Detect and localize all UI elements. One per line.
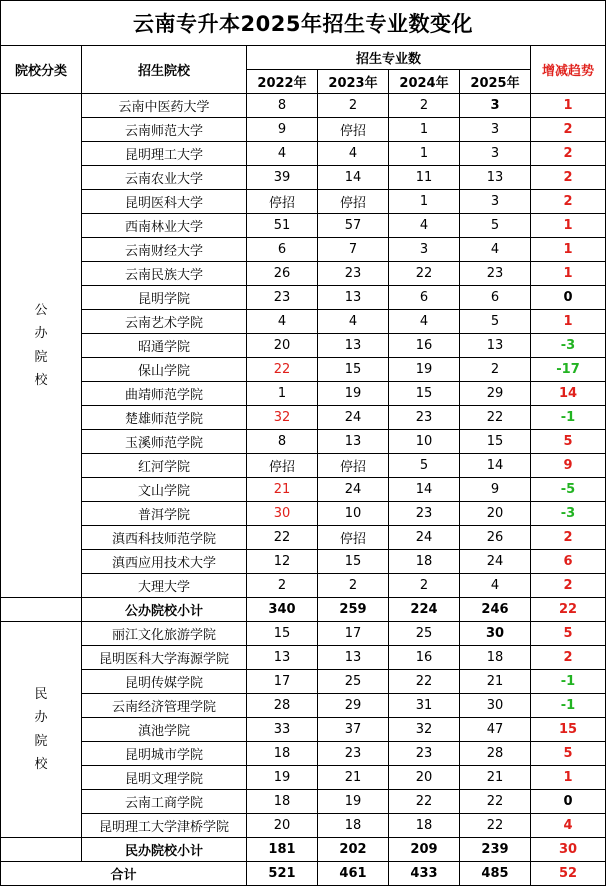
header-school: 招生院校	[82, 46, 247, 94]
year-value: 22	[247, 358, 318, 382]
year-value: 13	[318, 334, 389, 358]
year-value: 22	[460, 406, 531, 430]
category-char: 办	[34, 710, 48, 725]
year-value: 24	[389, 526, 460, 550]
year-value: 停招	[247, 454, 318, 478]
year-value: 8	[247, 430, 318, 454]
school-name: 云南民族大学	[82, 262, 247, 286]
year-value: 22	[247, 526, 318, 550]
year-value: 15	[460, 430, 531, 454]
year-value: 4	[460, 574, 531, 598]
year-value: 22	[389, 670, 460, 694]
year-value: 12	[247, 550, 318, 574]
school-name: 普洱学院	[82, 502, 247, 526]
school-name: 保山学院	[82, 358, 247, 382]
category-char: 院	[34, 733, 48, 749]
subtotal-value: 340	[247, 598, 318, 622]
category-char: 院	[34, 349, 48, 365]
change-value: 9	[531, 454, 606, 478]
year-value: 47	[460, 718, 531, 742]
year-value: 31	[389, 694, 460, 718]
year-value: 14	[389, 478, 460, 502]
year-value: 9	[247, 118, 318, 142]
year-value: 21	[247, 478, 318, 502]
year-value: 13	[460, 166, 531, 190]
year-value: 57	[318, 214, 389, 238]
school-name: 云南工商学院	[82, 790, 247, 814]
change-value: 15	[531, 718, 606, 742]
year-value: 20	[247, 814, 318, 838]
subtotal-value: 224	[389, 598, 460, 622]
school-name: 云南财经大学	[82, 238, 247, 262]
year-value: 4	[318, 310, 389, 334]
year-value: 51	[247, 214, 318, 238]
school-name: 大理大学	[82, 574, 247, 598]
year-value: 6	[389, 286, 460, 310]
header-year: 2022年	[247, 70, 318, 94]
school-name: 云南农业大学	[82, 166, 247, 190]
year-value: 5	[460, 214, 531, 238]
year-value: 20	[389, 766, 460, 790]
year-value: 停招	[318, 118, 389, 142]
school-name: 西南林业大学	[82, 214, 247, 238]
school-name: 滇西应用技术大学	[82, 550, 247, 574]
subtotal-value: 239	[460, 838, 531, 862]
school-name: 昆明文理学院	[82, 766, 247, 790]
year-value: 19	[318, 382, 389, 406]
subtotal-label: 公办院校小计	[82, 598, 247, 622]
year-value: 24	[318, 478, 389, 502]
year-value: 2	[318, 94, 389, 118]
school-name: 昆明学院	[82, 286, 247, 310]
year-value: 14	[460, 454, 531, 478]
change-value: -1	[531, 694, 606, 718]
year-value: 停招	[318, 454, 389, 478]
year-value: 3	[460, 190, 531, 214]
subtotal-value: 202	[318, 838, 389, 862]
year-value: 16	[389, 334, 460, 358]
school-name: 云南中医药大学	[82, 94, 247, 118]
year-value: 29	[318, 694, 389, 718]
change-value: 2	[531, 190, 606, 214]
school-name: 楚雄师范学院	[82, 406, 247, 430]
category-label	[0, 94, 82, 598]
change-value: 0	[531, 286, 606, 310]
change-value: 1	[531, 214, 606, 238]
category-char: 办	[34, 326, 48, 341]
change-value: 5	[531, 430, 606, 454]
year-value: 14	[318, 166, 389, 190]
change-value: -3	[531, 502, 606, 526]
change-value: 0	[531, 790, 606, 814]
year-value: 30	[247, 502, 318, 526]
school-name: 昆明城市学院	[82, 742, 247, 766]
year-value: 10	[318, 502, 389, 526]
year-value: 23	[389, 742, 460, 766]
year-value: 1	[389, 142, 460, 166]
change-value: 6	[531, 550, 606, 574]
year-value: 停招	[318, 526, 389, 550]
year-value: 30	[460, 694, 531, 718]
year-value: 30	[460, 622, 531, 646]
year-value: 23	[389, 502, 460, 526]
change-value: -17	[531, 358, 606, 382]
year-value: 20	[247, 334, 318, 358]
change-value: 2	[531, 142, 606, 166]
year-value: 28	[247, 694, 318, 718]
total-label: 合计	[0, 862, 247, 886]
year-value: 4	[389, 214, 460, 238]
year-value: 19	[318, 790, 389, 814]
header-year: 2023年	[318, 70, 389, 94]
year-value: 5	[389, 454, 460, 478]
year-value: 26	[247, 262, 318, 286]
year-value: 13	[318, 286, 389, 310]
school-name: 昆明医科大学海源学院	[82, 646, 247, 670]
year-value: 16	[389, 646, 460, 670]
year-value: 3	[460, 142, 531, 166]
year-value: 15	[389, 382, 460, 406]
change-value: -1	[531, 670, 606, 694]
year-value: 25	[318, 670, 389, 694]
year-value: 2	[247, 574, 318, 598]
total-value: 461	[318, 862, 389, 886]
school-name: 昭通学院	[82, 334, 247, 358]
school-name: 云南师范大学	[82, 118, 247, 142]
year-value: 10	[389, 430, 460, 454]
category-char: 校	[34, 373, 48, 388]
year-value: 23	[318, 742, 389, 766]
change-value: 2	[531, 166, 606, 190]
year-value: 17	[247, 670, 318, 694]
change-value: 1	[531, 238, 606, 262]
subtotal-value: 259	[318, 598, 389, 622]
year-value: 37	[318, 718, 389, 742]
table-title: 云南专升本2025年招生专业数变化	[0, 0, 606, 46]
year-value: 9	[460, 478, 531, 502]
school-name: 丽江文化旅游学院	[82, 622, 247, 646]
change-value: 14	[531, 382, 606, 406]
year-value: 8	[247, 94, 318, 118]
year-value: 18	[318, 814, 389, 838]
total-value: 485	[460, 862, 531, 886]
subtotal-blank	[0, 598, 82, 622]
change-value: 2	[531, 526, 606, 550]
subtotal-blank	[0, 838, 82, 862]
header-year: 2024年	[389, 70, 460, 94]
year-value: 1	[389, 190, 460, 214]
school-name: 文山学院	[82, 478, 247, 502]
year-value: 4	[460, 238, 531, 262]
change-value: -3	[531, 334, 606, 358]
year-value: 28	[460, 742, 531, 766]
year-value: 2	[389, 94, 460, 118]
year-value: 4	[389, 310, 460, 334]
year-value: 20	[460, 502, 531, 526]
year-value: 5	[460, 310, 531, 334]
change-value: 4	[531, 814, 606, 838]
year-value: 3	[460, 94, 531, 118]
category-char: 公	[34, 302, 48, 318]
year-value: 停招	[318, 190, 389, 214]
school-name: 昆明理工大学津桥学院	[82, 814, 247, 838]
year-value: 15	[318, 550, 389, 574]
year-value: 3	[460, 118, 531, 142]
year-value: 26	[460, 526, 531, 550]
year-value: 23	[460, 262, 531, 286]
year-value: 15	[247, 622, 318, 646]
year-value: 32	[247, 406, 318, 430]
change-value: 5	[531, 742, 606, 766]
year-value: 13	[318, 646, 389, 670]
year-value: 1	[389, 118, 460, 142]
subtotal-value: 181	[247, 838, 318, 862]
year-value: 23	[318, 262, 389, 286]
year-value: 22	[460, 790, 531, 814]
year-value: 32	[389, 718, 460, 742]
change-value: 1	[531, 94, 606, 118]
year-value: 18	[247, 742, 318, 766]
year-value: 11	[389, 166, 460, 190]
year-value: 33	[247, 718, 318, 742]
year-value: 7	[318, 238, 389, 262]
year-value: 23	[247, 286, 318, 310]
total-change: 52	[531, 862, 606, 886]
school-name: 云南艺术学院	[82, 310, 247, 334]
header-category: 院校分类	[0, 46, 82, 94]
year-value: 19	[247, 766, 318, 790]
year-value: 17	[318, 622, 389, 646]
year-value: 22	[460, 814, 531, 838]
year-value: 22	[389, 262, 460, 286]
change-value: 2	[531, 646, 606, 670]
year-value: 18	[389, 814, 460, 838]
year-value: 4	[318, 142, 389, 166]
school-name: 昆明传媒学院	[82, 670, 247, 694]
total-value: 433	[389, 862, 460, 886]
year-value: 39	[247, 166, 318, 190]
change-value: 1	[531, 766, 606, 790]
year-value: 13	[247, 646, 318, 670]
subtotal-value: 246	[460, 598, 531, 622]
year-value: 21	[460, 670, 531, 694]
school-name: 滇池学院	[82, 718, 247, 742]
subtotal-label: 民办院校小计	[82, 838, 247, 862]
year-value: 18	[460, 646, 531, 670]
year-value: 4	[247, 142, 318, 166]
year-value: 21	[318, 766, 389, 790]
school-name: 昆明医科大学	[82, 190, 247, 214]
year-value: 18	[389, 550, 460, 574]
change-value: 1	[531, 310, 606, 334]
change-value: 2	[531, 574, 606, 598]
school-name: 昆明理工大学	[82, 142, 247, 166]
header-majors-group: 招生专业数	[247, 46, 531, 70]
school-name: 红河学院	[82, 454, 247, 478]
year-value: 22	[389, 790, 460, 814]
year-value: 2	[389, 574, 460, 598]
year-value: 21	[460, 766, 531, 790]
year-value: 13	[318, 430, 389, 454]
year-value: 24	[460, 550, 531, 574]
year-value: 25	[389, 622, 460, 646]
year-value: 15	[318, 358, 389, 382]
year-value: 6	[460, 286, 531, 310]
year-value: 19	[389, 358, 460, 382]
year-value: 1	[247, 382, 318, 406]
school-name: 曲靖师范学院	[82, 382, 247, 406]
year-value: 23	[389, 406, 460, 430]
year-value: 2	[460, 358, 531, 382]
year-value: 4	[247, 310, 318, 334]
year-value: 6	[247, 238, 318, 262]
subtotal-change: 30	[531, 838, 606, 862]
year-value: 24	[318, 406, 389, 430]
change-value: 5	[531, 622, 606, 646]
header-trend: 增减趋势	[531, 46, 606, 94]
year-value: 18	[247, 790, 318, 814]
change-value: -1	[531, 406, 606, 430]
subtotal-change: 22	[531, 598, 606, 622]
change-value: 2	[531, 118, 606, 142]
header-year: 2025年	[460, 70, 531, 94]
year-value: 13	[460, 334, 531, 358]
change-value: 1	[531, 262, 606, 286]
year-value: 29	[460, 382, 531, 406]
category-char: 民	[34, 686, 48, 702]
change-value: -5	[531, 478, 606, 502]
school-name: 滇西科技师范学院	[82, 526, 247, 550]
category-label	[0, 622, 82, 838]
school-name: 玉溪师范学院	[82, 430, 247, 454]
total-value: 521	[247, 862, 318, 886]
year-value: 3	[389, 238, 460, 262]
year-value: 2	[318, 574, 389, 598]
school-name: 云南经济管理学院	[82, 694, 247, 718]
subtotal-value: 209	[389, 838, 460, 862]
category-char: 校	[34, 757, 48, 772]
year-value: 停招	[247, 190, 318, 214]
